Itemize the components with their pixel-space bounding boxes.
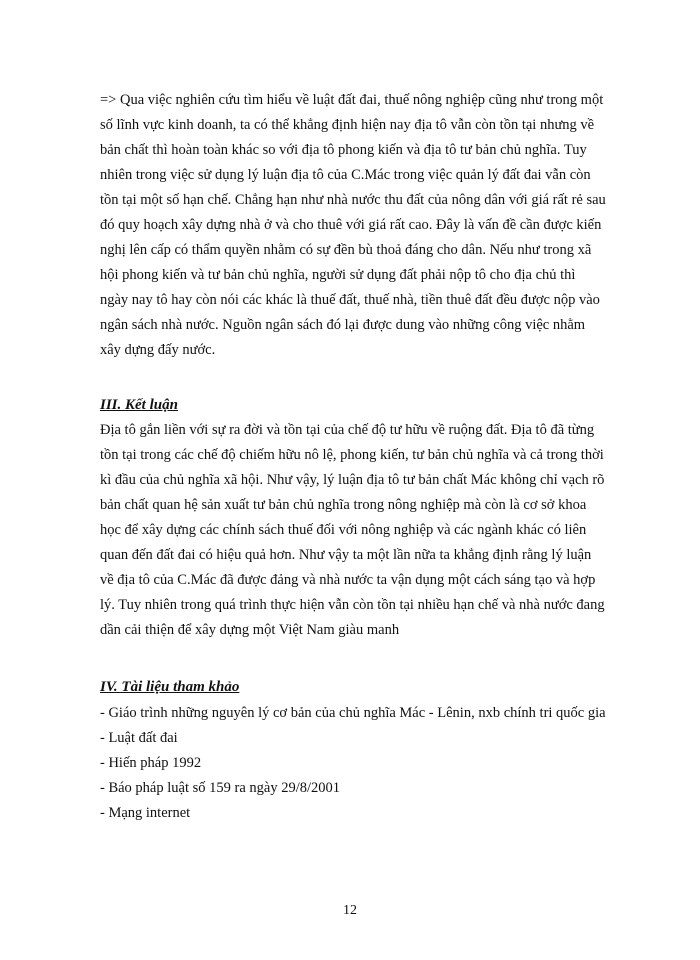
paragraph-line: bản chất thì hoàn toàn khác so với địa tô phong kiến và địa tô tư bản chủ nghĩa. Tuy [100, 142, 587, 158]
references-list [100, 701, 660, 826]
paragraph-line: dần cải thiện để xây dựng một Việt Nam giàu manh [100, 622, 400, 638]
paragraph-line: lý. Tuy nhiên trong quá trình thực hiện vẫn còn tồn tại nhiều hạn chế và nhà nước đang [100, 597, 605, 613]
page-number: 12 [343, 903, 357, 918]
paragraph-line: quan đến đất đai có hiệu quả hơn. Như vậy ta một lần nữa ta khẳng định rằng lý luận [100, 547, 592, 563]
paragraph-line: nghị lên cấp có thẩm quyền nhằm có sự đền bù thoả đáng cho dân. Nếu như trong xã [100, 242, 592, 258]
paragraph-line: Địa tô gắn liền với sự ra đời và tồn tại của chế độ tư hữu về ruộng đất. Địa tô đã từng [100, 422, 595, 438]
paragraph-line: xây dựng đấy nước. [100, 342, 216, 358]
paragraph-line: về địa tô của C.Mác đã được đảng và nhà nước ta vận dụng một cách sáng tạo và hợp [100, 572, 596, 588]
paragraph-line: nhiên trong việc sử dụng lý luận địa tô của C.Mác trong việc quản lý đất đai vẫn còn [100, 167, 591, 183]
paragraph-line: hội phong kiến và tư bản chủ nghĩa, người sử dụng đất phải nộp tô cho địa chủ thì [100, 267, 576, 283]
conclusion-summary-paragraph [100, 88, 660, 363]
paragraph-line: kì đầu của chủ nghĩa xã hội. Như vậy, lý luận địa tô tư bản chất Mác không chỉ vạch rõ [100, 472, 605, 488]
reference-item: - Giáo trình những nguyên lý cơ bản của chủ nghĩa Mác - Lênin, nxb chính tri quốc gia [100, 705, 606, 721]
reference-item: - Mạng internet [100, 805, 191, 821]
paragraph-line: bản chất quan hệ sản xuất tư bản chủ nghĩa trong nông nghiệp mà còn là cơ sở khoa [100, 497, 587, 513]
paragraph-line: ngày nay tô hay còn nói các khác là thuế đất, thuế nhà, tiền thuê đất đều được nộp vào [100, 292, 600, 308]
reference-item: - Báo pháp luật số 159 ra ngày 29/8/2001 [100, 780, 341, 796]
paragraph-line: ngân sách nhà nước. Nguồn ngân sách đó lại được dung vào những công việc nhằm [100, 317, 586, 333]
paragraph-line: số lĩnh vực kinh doanh, ta có thể khẳng định hiện nay địa tô vẫn còn tồn tại nhưng về [100, 117, 595, 133]
paragraph-line: => Qua việc nghiên cứu tìm hiểu về luật đất đai, thuế nông nghiệp cũng như trong một [100, 92, 604, 108]
paragraph-line: học để xây dựng các chính sách thuế đối với nông nghiệp và các ngành khác có liên [100, 522, 587, 538]
conclusion-paragraph [100, 418, 660, 643]
reference-item: - Luật đất đai [100, 730, 178, 746]
paragraph-line: tồn tại trong các chế độ chiếm hữu nô lệ, phong kiến, tư bản chủ nghĩa và cả trong thời [100, 447, 604, 463]
paragraph-line: tồn tại một số hạn chế. Chẳng hạn như nhà nước thu đất của nông dân với giá rất rẻ sau [100, 192, 606, 208]
section-heading-conclusion: III. Kết luận [100, 397, 178, 413]
reference-item: - Hiến pháp 1992 [100, 755, 202, 771]
section-heading-references: IV. Tài liệu tham khảo [100, 679, 240, 695]
paragraph-line: đó quy hoạch xây dựng nhà ở và cho thuê với giá rất cao. Đây là vấn đề cần được kiến [100, 217, 602, 233]
